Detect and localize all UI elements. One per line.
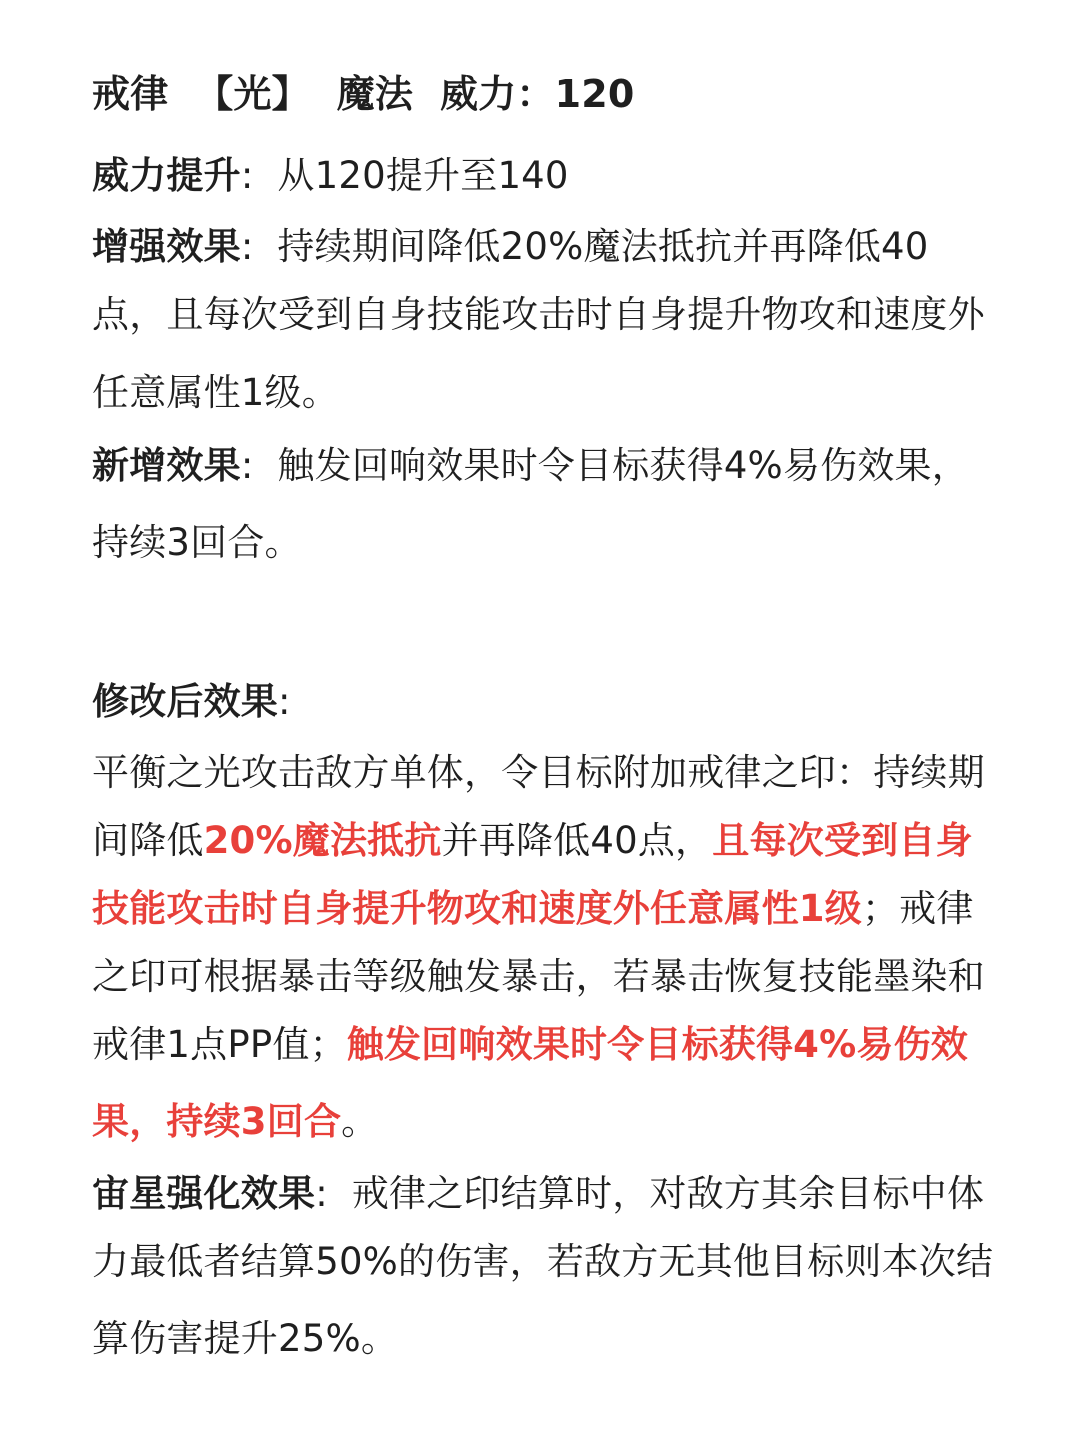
star-line-2: 力最低者结算50%的伤害，若敌方无其他目标则本次结 xyxy=(92,1240,994,1283)
enhanced-colon: : xyxy=(240,225,254,268)
enhanced-text-1: 持续期间降低20%魔法抵抗并再降低40 xyxy=(277,225,929,268)
modified-line-6 xyxy=(92,1096,1000,1148)
highlight-self-hit-1: 且每次受到自身 xyxy=(712,819,973,862)
skill-power-label: 威力： xyxy=(440,72,555,116)
added-line-1 xyxy=(92,440,1000,492)
highlight-echo-1: 触发回响效果时令目标获得4%易伤效 xyxy=(346,1023,968,1066)
power-up-text: 从120提升至140 xyxy=(277,154,569,197)
added-line-2: 持续3回合。 xyxy=(92,521,302,564)
star-label: 宙星强化效果 xyxy=(92,1172,316,1215)
modified-text-6b: 。 xyxy=(341,1100,379,1143)
highlight-self-hit-2: 技能攻击时自身提升物攻和速度外任意属性1级 xyxy=(92,887,862,930)
highlight-magic-resist: 20%魔法抵抗 xyxy=(203,819,442,862)
enhanced-label: 增强效果 xyxy=(92,225,241,268)
skill-element: 【光】 xyxy=(195,72,310,116)
modified-colon: : xyxy=(278,680,291,723)
star-colon: : xyxy=(315,1172,328,1215)
skill-name: 戒律 xyxy=(92,72,169,116)
modified-line-1: 平衡之光攻击敌方单体，令目标附加戒律之印：持续期 xyxy=(92,751,985,794)
modified-text-2b: 并再降低40点， xyxy=(441,819,713,862)
modified-line-5 xyxy=(92,1019,1000,1071)
added-label: 新增效果 xyxy=(92,444,241,487)
modified-line-3 xyxy=(92,883,1000,935)
power-up-label: 威力提升 xyxy=(92,154,241,197)
skill-header xyxy=(92,68,1000,120)
added-text-1: 触发回响效果时令目标获得4%易伤效果， xyxy=(277,444,969,487)
modified-text-2a: 间降低 xyxy=(92,819,204,862)
star-line-3: 算伤害提升25%。 xyxy=(92,1317,399,1360)
star-text-1: 戒律之印结算时，对敌方其余目标中体 xyxy=(351,1172,985,1215)
modified-text-5a: 戒律1点PP值； xyxy=(92,1023,347,1066)
modified-line-2 xyxy=(92,815,1000,867)
enhanced-line-2: 点，且每次受到自身技能攻击时自身提升物攻和速度外 xyxy=(92,293,985,336)
enhanced-line-1 xyxy=(92,221,1000,273)
star-line-1 xyxy=(92,1168,1000,1220)
skill-category: 魔法 xyxy=(336,72,414,116)
highlight-echo-2: 果，持续3回合 xyxy=(92,1100,342,1143)
modified-label: 修改后效果 xyxy=(92,680,278,723)
skill-power-value: 120 xyxy=(554,72,635,116)
added-colon: : xyxy=(240,444,254,487)
enhanced-line-3: 任意属性1级。 xyxy=(92,371,339,414)
modified-text-3b: ；戒律 xyxy=(861,887,974,930)
power-up-colon: : xyxy=(240,154,254,197)
modified-line-4: 之印可根据暴击等级触发暴击，若暴击恢复技能墨染和 xyxy=(92,955,985,998)
modified-heading xyxy=(92,676,1000,728)
power-up-line xyxy=(92,150,1000,202)
